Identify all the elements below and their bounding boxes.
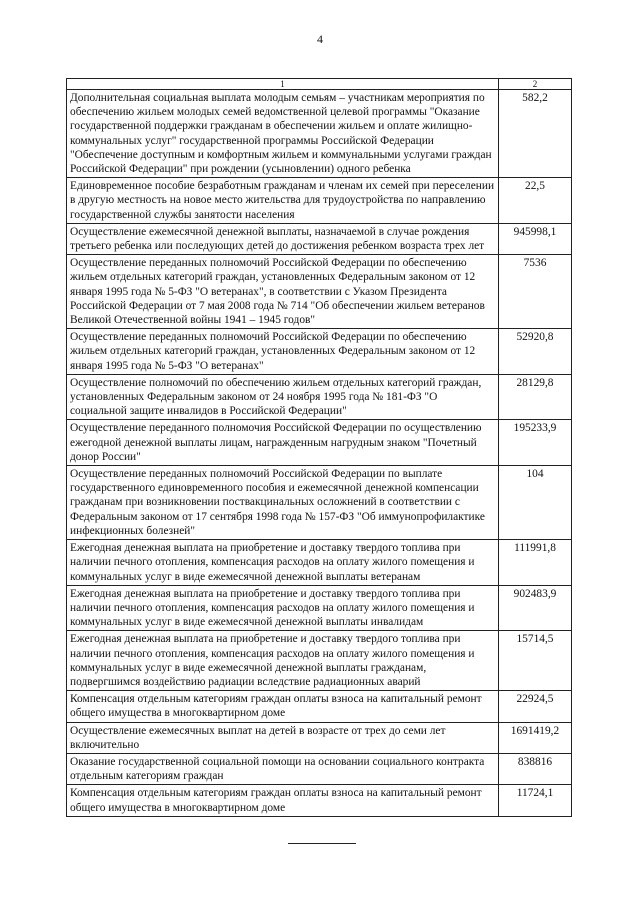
row-name-cell: Осуществление переданных полномочий Российской Федерации по обеспечению жильем отдельных категорий граждан, установленных Федеральным законом от 12 января 1995 года № 5-ФЗ "О ветеранах", в соответствии с Указом Президента Российской Федерации от 7 мая 2008 года № 714 "Об обеспечении жильем ветеранов Великой Отечественной войны 1941 – 1945 годов" bbox=[67, 255, 499, 329]
table-header-row bbox=[67, 79, 572, 90]
row-amount-cell: 22,5 bbox=[499, 178, 572, 224]
column-header-amount: 2 bbox=[499, 79, 572, 90]
row-name-cell: Ежегодная денежная выплата на приобретение и доставку твердого топлива при наличии печного отопления, компенсация расходов на оплату жилого помещения и коммунальных услуг в виде ежемесячной денежной выплаты ветеранам bbox=[67, 540, 499, 586]
row-name-cell: Осуществление ежемесячной денежной выплаты, назначаемой в случае рождения третьего ребенка или последующих детей до достижения ребенком возраста трех лет bbox=[67, 223, 499, 254]
table-body bbox=[67, 79, 572, 817]
row-amount-cell: 104 bbox=[499, 466, 572, 540]
row-amount-cell: 195233,9 bbox=[499, 420, 572, 466]
table-row bbox=[67, 785, 572, 816]
table-row bbox=[67, 722, 572, 753]
row-amount-cell: 582,2 bbox=[499, 90, 572, 178]
row-amount-cell: 11724,1 bbox=[499, 785, 572, 816]
row-name-cell: Оказание государственной социальной помощи на основании социального контракта отдельным категориям граждан bbox=[67, 753, 499, 784]
table-row bbox=[67, 466, 572, 540]
table-row bbox=[67, 753, 572, 784]
table-row bbox=[67, 178, 572, 224]
row-amount-cell: 1691419,2 bbox=[499, 722, 572, 753]
row-amount-cell: 52920,8 bbox=[499, 329, 572, 375]
footer-rule bbox=[288, 843, 356, 844]
row-name-cell: Ежегодная денежная выплата на приобретение и доставку твердого топлива при наличии печного отопления, компенсация расходов на оплату жилого помещения и коммунальных услуг в виде ежемесячной денежной выплаты инвалидам bbox=[67, 585, 499, 631]
budget-table bbox=[66, 78, 572, 817]
row-amount-cell: 838816 bbox=[499, 753, 572, 784]
column-header-name: 1 bbox=[67, 79, 499, 90]
row-amount-cell: 902483,9 bbox=[499, 585, 572, 631]
row-amount-cell: 15714,5 bbox=[499, 631, 572, 691]
table-row bbox=[67, 631, 572, 691]
page-number: 4 bbox=[317, 32, 323, 46]
row-amount-cell: 945998,1 bbox=[499, 223, 572, 254]
table-row bbox=[67, 691, 572, 722]
table-row bbox=[67, 255, 572, 329]
row-amount-cell: 28129,8 bbox=[499, 374, 572, 420]
table-row bbox=[67, 540, 572, 586]
row-amount-cell: 7536 bbox=[499, 255, 572, 329]
row-name-cell: Осуществление переданных полномочий Российской Федерации по выплате государственного единовременного пособия и ежемесячной денежной компенсации гражданам при возникновении поствакцинальных осложнений в соответствии с Федеральным законом от 17 сентября 1998 года № 157-ФЗ "Об иммунопрофилактике инфекционных болезней" bbox=[67, 466, 499, 540]
row-amount-cell: 22924,5 bbox=[499, 691, 572, 722]
row-name-cell: Дополнительная социальная выплата молодым семьям – участникам мероприятия по обеспечению жильем молодых семей ведомственной целевой программы "Оказание государственной поддержки гражданам в обеспечении жильем и оплате жилищно-коммунальных услуг" государственной программы Российской Федерации "Обеспечение доступным и комфортным жильем и коммунальными услугами граждан Российской Федерации" при рождении (усыновлении) одного ребенка bbox=[67, 90, 499, 178]
row-name-cell: Единовременное пособие безработным гражданам и членам их семей при переселении в другую местность на новое место жительства для трудоустройства по направлению государственной службы занятости населения bbox=[67, 178, 499, 224]
table-row bbox=[67, 90, 572, 178]
table-row bbox=[67, 585, 572, 631]
row-name-cell: Осуществление переданного полномочия Российской Федерации по осуществлению ежегодной денежной выплаты лицам, награжденным нагрудным знаком "Почетный донор России" bbox=[67, 420, 499, 466]
row-name-cell: Компенсация отдельным категориям граждан оплаты взноса на капитальный ремонт общего имущества в многоквартирном доме bbox=[67, 785, 499, 816]
row-name-cell: Осуществление полномочий по обеспечению жильем отдельных категорий граждан, установленных Федеральным законом от 24 ноября 1995 года № 181-ФЗ "О социальной защите инвалидов в Российской Федерации" bbox=[67, 374, 499, 420]
row-name-cell: Компенсация отдельным категориям граждан оплаты взноса на капитальный ремонт общего имущества в многоквартирном доме bbox=[67, 691, 499, 722]
table-row bbox=[67, 374, 572, 420]
row-name-cell: Ежегодная денежная выплата на приобретение и доставку твердого топлива при наличии печного отопления, компенсация расходов на оплату жилого помещения и коммунальных услуг в виде ежемесячной денежной выплаты гражданам, подвергшимся воздействию радиации вследствие радиационных аварий bbox=[67, 631, 499, 691]
row-name-cell: Осуществление переданных полномочий Российской Федерации по обеспечению жильем отдельных категорий граждан, установленных Федеральным законом от 12 января 1995 года № 5-ФЗ "О ветеранах" bbox=[67, 329, 499, 375]
row-name-cell: Осуществление ежемесячных выплат на детей в возрасте от трех до семи лет включительно bbox=[67, 722, 499, 753]
row-amount-cell: 111991,8 bbox=[499, 540, 572, 586]
table-row bbox=[67, 223, 572, 254]
table-row bbox=[67, 329, 572, 375]
table-row bbox=[67, 420, 572, 466]
